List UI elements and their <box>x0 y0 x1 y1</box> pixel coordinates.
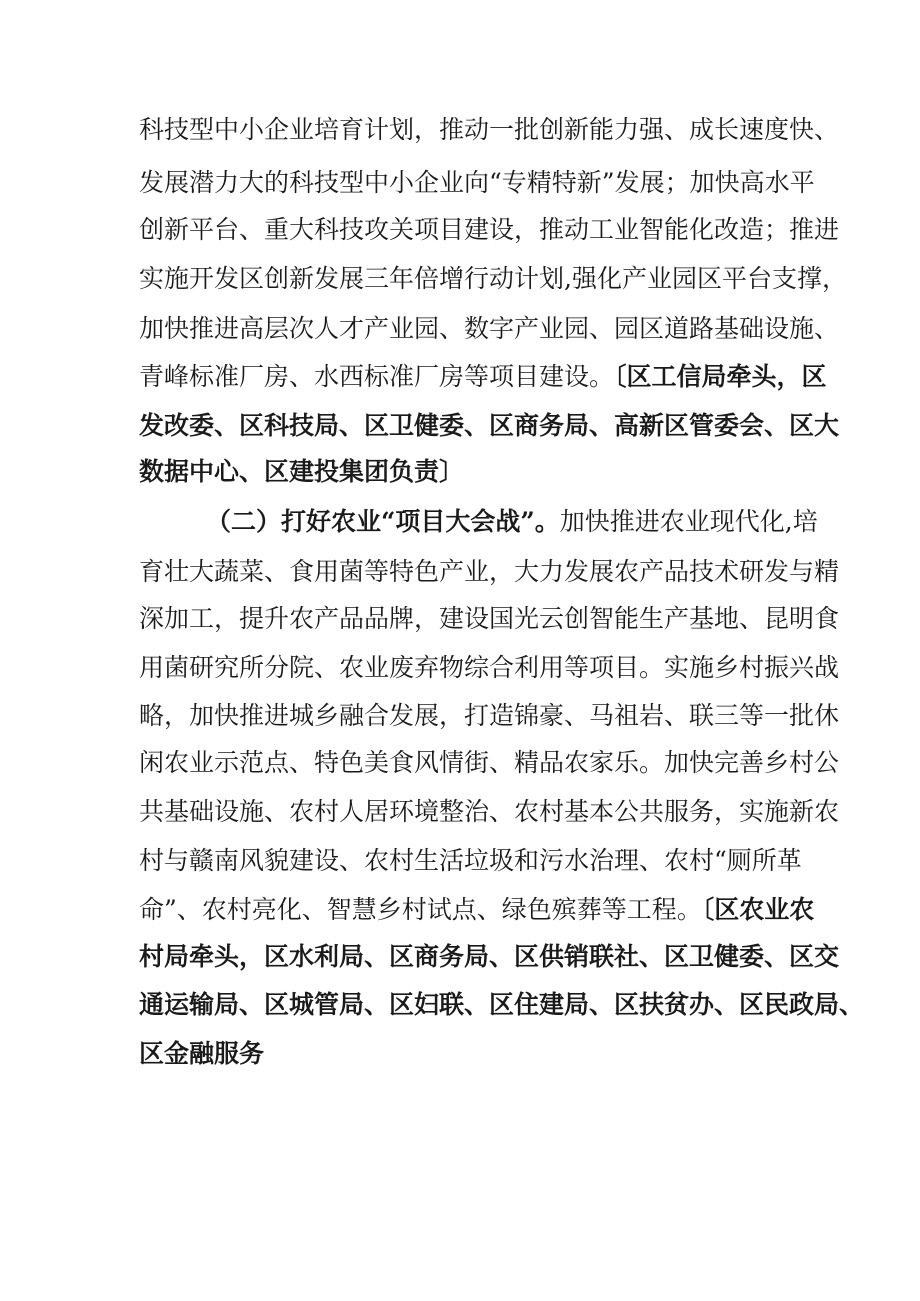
responsible-dept-bold: 〔区农业农 <box>701 895 815 924</box>
text-line: 实施开发区创新发展三年倍增行动计划,强化产业园区平台支撑， <box>139 264 847 293</box>
text-line: 创新平台、重大科技攻关项目建设，推动工业智能化改造；推进 <box>139 215 840 244</box>
text-run: 青峰标准厂房、水西标准厂房等项目建设。 <box>139 362 615 391</box>
responsible-dept-line: 发改委、区科技局、区卫健委、区商务局、高新区管委会、区大 <box>139 411 840 440</box>
text-line: 共基础设施、农村人居环境整治、农村基本公共服务，实施新农 <box>139 797 840 826</box>
text-line: 闲农业示范点、特色美食风情街、精品农家乐。加快完善乡村公 <box>139 748 840 777</box>
text-run: 加快推进农业现代化,培 <box>559 507 818 536</box>
responsible-dept-line: 数据中心、区建投集团负责〕 <box>139 457 465 486</box>
responsible-dept-line: 区金融服务 <box>139 1039 265 1068</box>
text-line: 科技型中小企业培育计划，推动一批创新能力强、成长速度快、 <box>139 115 840 144</box>
text-line: 发展潜力大的科技型中小企业向“专精特新”发展；加快高水平 <box>139 168 815 197</box>
responsible-dept-bold: 〔区工信局牵头，区 <box>614 362 827 391</box>
text-line: 加快推进高层次人才产业园、数字产业园、园区道路基础设施、 <box>139 314 840 343</box>
text-line <box>139 357 827 397</box>
text-line: 略，加快推进城乡融合发展，打造锦豪、马祖岩、联三等一批休 <box>139 701 840 730</box>
text-line <box>139 890 815 930</box>
text-line: 深加工，提升农产品品牌，建设国光云创智能生产基地、昆明食 <box>139 604 840 633</box>
responsible-dept-line: 通运输局、区城管局、区妇联、区住建局、区扶贫办、区民政局、 <box>139 990 865 1019</box>
text-line: 育壮大蔬菜、食用菌等特色产业，大力发展农产品技术研发与精 <box>139 557 840 586</box>
text-run: 命”、农村亮化、智慧乡村试点、绿色殡葬等工程。 <box>139 895 702 924</box>
section-heading-line <box>206 502 818 542</box>
text-line: 村与赣南风貌建设、农村生活垃圾和污水治理、农村“厕所革 <box>139 846 802 875</box>
text-line: 用菌研究所分院、农业废弃物综合利用等项目。实施乡村振兴战 <box>139 653 840 682</box>
section-heading: （二）打好农业“项目大会战”。 <box>206 507 560 536</box>
responsible-dept-line: 村局牵头，区水利局、区商务局、区供销联社、区卫健委、区交 <box>139 942 840 971</box>
